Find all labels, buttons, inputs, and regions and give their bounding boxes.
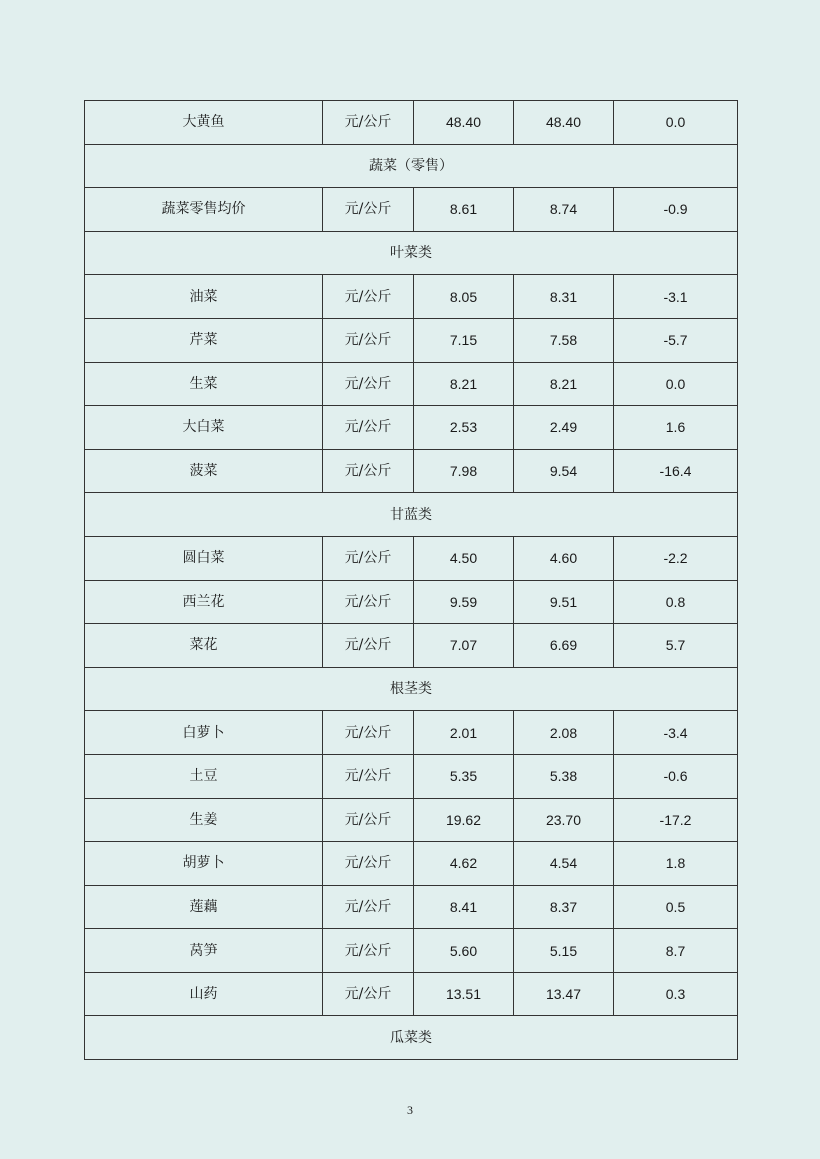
current-price-cell: 8.21 [414,362,514,406]
section-header-row [85,667,738,711]
item-name-cell: 莴笋 [85,929,323,973]
section-title: 甘蓝类 [85,493,738,537]
unit-cell: 元/公斤 [323,711,414,755]
table-row [85,406,738,450]
table-row [85,580,738,624]
current-price-cell: 7.98 [414,449,514,493]
change-percent-cell: -2.2 [614,536,738,580]
unit-cell: 元/公斤 [323,449,414,493]
item-name-cell: 圆白菜 [85,536,323,580]
item-name-cell: 土豆 [85,754,323,798]
previous-price-cell: 8.21 [514,362,614,406]
item-name-cell: 芹菜 [85,318,323,362]
current-price-cell: 5.60 [414,929,514,973]
previous-price-cell: 5.15 [514,929,614,973]
previous-price-cell: 4.54 [514,842,614,886]
table-row [85,275,738,319]
change-percent-cell: -5.7 [614,318,738,362]
current-price-cell: 2.53 [414,406,514,450]
previous-price-cell: 5.38 [514,754,614,798]
table-row [85,536,738,580]
item-name-cell: 胡萝卜 [85,842,323,886]
section-header-row [85,144,738,188]
table-row [85,885,738,929]
previous-price-cell: 2.49 [514,406,614,450]
change-percent-cell: -16.4 [614,449,738,493]
unit-cell: 元/公斤 [323,536,414,580]
unit-cell: 元/公斤 [323,362,414,406]
section-header-row [85,1016,738,1060]
item-name-cell: 大白菜 [85,406,323,450]
change-percent-cell: 0.5 [614,885,738,929]
change-percent-cell: 0.3 [614,972,738,1016]
change-percent-cell: 0.0 [614,362,738,406]
change-percent-cell: -3.1 [614,275,738,319]
item-name-cell: 白萝卜 [85,711,323,755]
table-row [85,972,738,1016]
previous-price-cell: 8.37 [514,885,614,929]
current-price-cell: 48.40 [414,101,514,145]
unit-cell: 元/公斤 [323,188,414,232]
change-percent-cell: 8.7 [614,929,738,973]
unit-cell: 元/公斤 [323,318,414,362]
previous-price-cell: 4.60 [514,536,614,580]
previous-price-cell: 9.51 [514,580,614,624]
unit-cell: 元/公斤 [323,101,414,145]
change-percent-cell: -17.2 [614,798,738,842]
previous-price-cell: 6.69 [514,624,614,668]
unit-cell: 元/公斤 [323,406,414,450]
item-name-cell: 油菜 [85,275,323,319]
page-number: 3 [407,1103,413,1117]
current-price-cell: 8.05 [414,275,514,319]
previous-price-cell: 9.54 [514,449,614,493]
table-row [85,842,738,886]
section-header-row [85,231,738,275]
section-title: 蔬菜（零售） [85,144,738,188]
item-name-cell: 山药 [85,972,323,1016]
table-row [85,188,738,232]
table-row [85,318,738,362]
current-price-cell: 7.07 [414,624,514,668]
current-price-cell: 19.62 [414,798,514,842]
section-title: 叶菜类 [85,231,738,275]
current-price-cell: 9.59 [414,580,514,624]
item-name-cell: 蔬菜零售均价 [85,188,323,232]
change-percent-cell: 1.6 [614,406,738,450]
item-name-cell: 西兰花 [85,580,323,624]
current-price-cell: 5.35 [414,754,514,798]
change-percent-cell: 0.8 [614,580,738,624]
previous-price-cell: 2.08 [514,711,614,755]
previous-price-cell: 8.31 [514,275,614,319]
current-price-cell: 2.01 [414,711,514,755]
table-row [85,449,738,493]
unit-cell: 元/公斤 [323,754,414,798]
unit-cell: 元/公斤 [323,624,414,668]
section-title: 瓜菜类 [85,1016,738,1060]
previous-price-cell: 7.58 [514,318,614,362]
current-price-cell: 4.62 [414,842,514,886]
section-header-row [85,493,738,537]
item-name-cell: 莲藕 [85,885,323,929]
item-name-cell: 生姜 [85,798,323,842]
previous-price-cell: 13.47 [514,972,614,1016]
current-price-cell: 13.51 [414,972,514,1016]
current-price-cell: 8.61 [414,188,514,232]
item-name-cell: 菠菜 [85,449,323,493]
table-row [85,798,738,842]
current-price-cell: 8.41 [414,885,514,929]
change-percent-cell: -3.4 [614,711,738,755]
change-percent-cell: 0.0 [614,101,738,145]
table-row [85,362,738,406]
table-row [85,101,738,145]
change-percent-cell: 1.8 [614,842,738,886]
current-price-cell: 4.50 [414,536,514,580]
previous-price-cell: 23.70 [514,798,614,842]
unit-cell: 元/公斤 [323,842,414,886]
previous-price-cell: 8.74 [514,188,614,232]
unit-cell: 元/公斤 [323,580,414,624]
change-percent-cell: -0.6 [614,754,738,798]
change-percent-cell: -0.9 [614,188,738,232]
item-name-cell: 菜花 [85,624,323,668]
change-percent-cell: 5.7 [614,624,738,668]
unit-cell: 元/公斤 [323,929,414,973]
price-table [84,100,738,1060]
price-table-body [85,101,738,1060]
current-price-cell: 7.15 [414,318,514,362]
table-row [85,929,738,973]
table-row [85,624,738,668]
unit-cell: 元/公斤 [323,972,414,1016]
section-title: 根茎类 [85,667,738,711]
previous-price-cell: 48.40 [514,101,614,145]
item-name-cell: 生菜 [85,362,323,406]
unit-cell: 元/公斤 [323,798,414,842]
table-row [85,711,738,755]
unit-cell: 元/公斤 [323,885,414,929]
unit-cell: 元/公斤 [323,275,414,319]
table-row [85,754,738,798]
item-name-cell: 大黄鱼 [85,101,323,145]
